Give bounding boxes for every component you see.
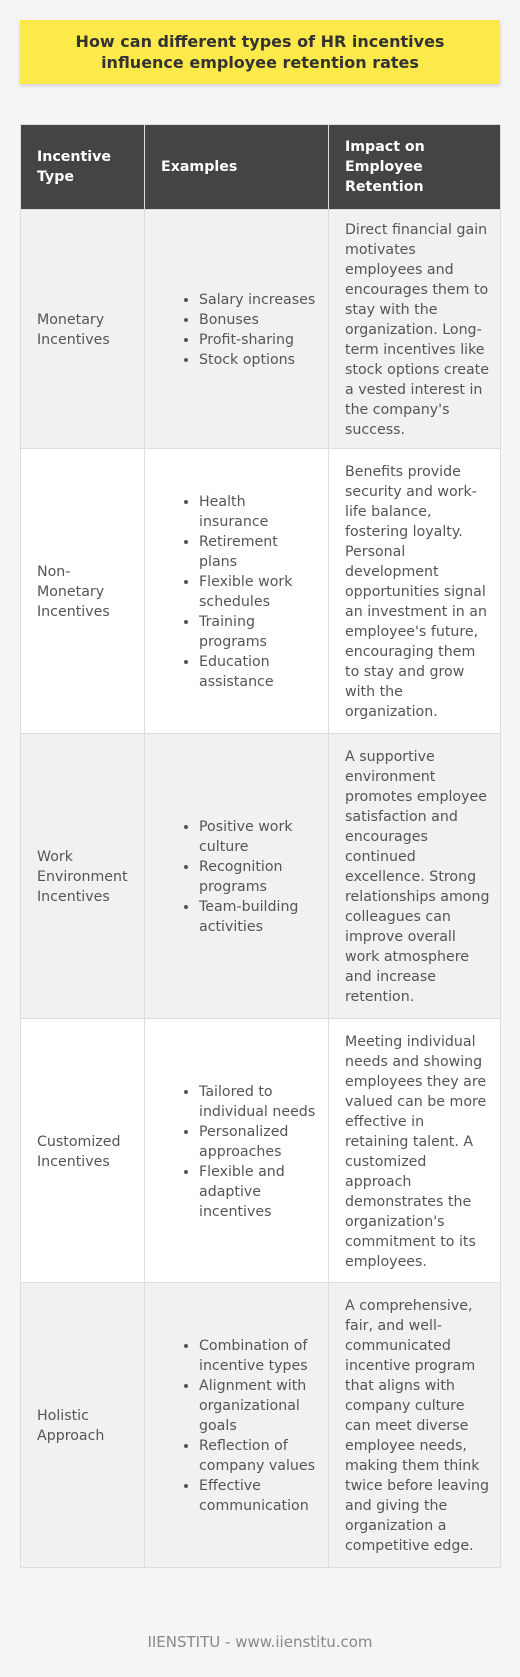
example-item: • Profit-sharing <box>199 330 318 350</box>
examples-cell <box>145 734 329 1019</box>
examples-cell <box>145 1283 329 1568</box>
examples-list <box>161 1336 318 1516</box>
example-item: • Training programs <box>199 612 318 652</box>
examples-list <box>161 492 318 692</box>
example-item: • Health insurance <box>199 492 318 532</box>
table-row <box>21 1019 501 1283</box>
example-item: • Education assistance <box>199 652 318 692</box>
header-impact: Impact on Employee Retention <box>329 125 501 210</box>
impact-cell: A comprehensive, fair, and well-communicated incentive program that aligns with company culture can meet diverse employee needs, making them think twice before leaving and giving the organization a competitive edge. <box>329 1283 501 1568</box>
example-item: • Recognition programs <box>199 857 318 897</box>
example-item: • Stock options <box>199 350 318 370</box>
example-item: • Team-building activities <box>199 897 318 937</box>
examples-list <box>161 290 318 370</box>
impact-cell: Benefits provide security and work-life balance, fostering loyalty. Personal development opportunities signal an investment in an employee's future, encouraging them to stay and grow with the organization. <box>329 449 501 734</box>
examples-cell <box>145 1019 329 1283</box>
incentive-type-cell: Customized Incentives <box>21 1019 145 1283</box>
table-row <box>21 1283 501 1568</box>
example-item: • Retirement plans <box>199 532 318 572</box>
header-examples: Examples <box>145 125 329 210</box>
header-incentive-type: Incentive Type <box>21 125 145 210</box>
example-item: • Flexible work schedules <box>199 572 318 612</box>
incentives-table <box>20 124 501 1568</box>
page-title: How can different types of HR incentives influence employee retention rates <box>75 32 445 72</box>
example-item: • Flexible and adaptive incentives <box>199 1162 318 1222</box>
title-banner <box>20 20 500 84</box>
incentive-type-cell: Holistic Approach <box>21 1283 145 1568</box>
examples-cell <box>145 449 329 734</box>
example-item: • Bonuses <box>199 310 318 330</box>
example-item: • Tailored to individual needs <box>199 1082 318 1122</box>
example-item: • Personalized approaches <box>199 1122 318 1162</box>
examples-list <box>161 817 318 937</box>
examples-cell <box>145 210 329 449</box>
examples-list <box>161 1082 318 1222</box>
example-item: • Salary increases <box>199 290 318 310</box>
example-item: • Effective communication <box>199 1476 318 1516</box>
example-item: • Combination of incentive types <box>199 1336 318 1376</box>
table-row <box>21 210 501 449</box>
table-row <box>21 449 501 734</box>
impact-cell: A supportive environment promotes employee satisfaction and encourages continued excellence. Strong relationships among colleagues can improve overall work atmosphere and increase retention. <box>329 734 501 1019</box>
example-item: • Reflection of company values <box>199 1436 318 1476</box>
incentive-type-cell: Non-Monetary Incentives <box>21 449 145 734</box>
example-item: • Positive work culture <box>199 817 318 857</box>
impact-cell: Meeting individual needs and showing employees they are valued can be more effective in retaining talent. A customized approach demonstrates the organization's commitment to its employees. <box>329 1019 501 1283</box>
table-header-row <box>21 125 501 210</box>
impact-cell: Direct financial gain motivates employees and encourages them to stay with the organization. Long-term incentives like stock options create a vested interest in the company's success. <box>329 210 501 449</box>
incentive-type-cell: Work Environment Incentives <box>21 734 145 1019</box>
example-item: • Alignment with organizational goals <box>199 1376 318 1436</box>
incentive-type-cell: Monetary Incentives <box>21 210 145 449</box>
footer-credit: IIENSTITU - www.iienstitu.com <box>147 1633 373 1651</box>
table-row <box>21 734 501 1019</box>
